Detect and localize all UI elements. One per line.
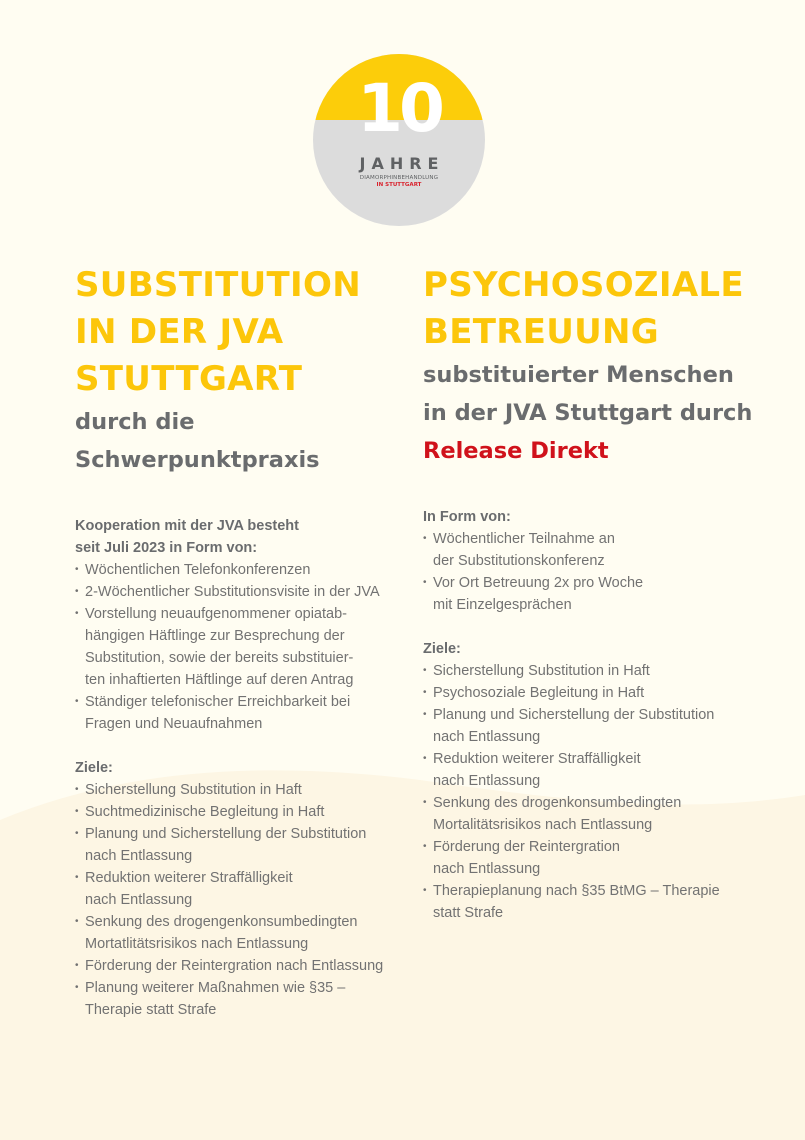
subtitle-line: substituierter Menschen	[423, 362, 734, 388]
right-goals-list	[423, 660, 763, 924]
title-line: BETREUUNG	[423, 312, 660, 352]
list-item: • Planung und Sicherstellung der Substitution nach Entlassung	[75, 823, 395, 867]
list-item: • Ständiger telefonischer Erreichbarkeit bei Fragen und Neuaufnahmen	[75, 691, 395, 735]
list-item: • Reduktion weiterer Straffälligkeit nach Entlassung	[423, 748, 763, 792]
list-item: • Therapieplanung nach §35 BtMG – Therapie statt Strafe	[423, 880, 763, 924]
list-item: • Senkung des drogenkonsumbedingten Mortalitätsrisikos nach Entlassung	[423, 792, 763, 836]
list-item: • 2-Wöchentlicher Substitutionsvisite in der JVA	[75, 581, 395, 603]
right-column	[423, 262, 763, 924]
list-item: • Sicherstellung Substitution in Haft	[75, 779, 395, 801]
left-form-list	[75, 559, 395, 735]
list-item: • Psychosoziale Begleitung in Haft	[423, 682, 763, 704]
left-column	[75, 262, 395, 1021]
lead-line: Kooperation mit der JVA besteht	[75, 518, 299, 534]
title-line: PSYCHOSOZIALE	[423, 265, 744, 305]
list-item: • Wöchentlichen Telefonkonferenzen	[75, 559, 395, 581]
list-item: • Vorstellung neuaufgenommener opiatab- hängigen Häftlinge zur Besprechung der Substitution, sowie der bereits substituier- ten inhaftierten Häftlinge auf deren Antrag	[75, 603, 395, 691]
list-item: • Senkung des drogengenkonsumbedingten Mortatlitätsrisikos nach Entlassung	[75, 911, 395, 955]
subtitle-line: Schwerpunktpraxis	[75, 447, 320, 473]
subtitle-line: in der JVA Stuttgart durch	[423, 400, 753, 426]
list-item: • Suchtmedizinische Begleitung in Haft	[75, 801, 395, 823]
left-form-block	[75, 515, 395, 1021]
logo-number: 10	[357, 70, 441, 147]
list-item: • Vor Ort Betreuung 2x pro Woche mit Einzelgesprächen	[423, 572, 763, 616]
right-title	[423, 262, 763, 356]
subtitle-line: durch die	[75, 409, 195, 435]
left-lead	[75, 515, 395, 559]
title-line: SUBSTITUTION	[75, 265, 361, 305]
logo-line2: IN STUTTGART	[376, 182, 422, 188]
list-item: • Planung und Sicherstellung der Substitution nach Entlassung	[423, 704, 763, 748]
lead-line: seit Juli 2023 in Form von:	[75, 540, 258, 556]
title-line: IN DER JVA	[75, 312, 284, 352]
list-item: • Förderung der Reintergration nach Entlassung	[75, 955, 395, 977]
left-subtitle	[75, 403, 395, 479]
logo-word: JAHRE	[359, 154, 445, 173]
logo-line1: DIAMORPHINBEHANDLUNG	[359, 175, 439, 181]
right-lead: In Form von:	[423, 509, 511, 525]
list-item: • Reduktion weiterer Straffälligkeit nach Entlassung	[75, 867, 395, 911]
left-goals-label: Ziele:	[75, 760, 113, 776]
right-goals-label: Ziele:	[423, 641, 461, 657]
left-title	[75, 262, 395, 403]
list-item: • Planung weiterer Maßnahmen wie §35 – Therapie statt Strafe	[75, 977, 395, 1021]
list-item: • Wöchentlicher Teilnahme an der Substitutionskonferenz	[423, 528, 763, 572]
organization-name: Release Direkt	[423, 438, 609, 464]
list-item: • Sicherstellung Substitution in Haft	[423, 660, 763, 682]
right-subtitle	[423, 356, 763, 470]
left-goals-list	[75, 779, 395, 1021]
list-item: • Förderung der Reintergration nach Entlassung	[423, 836, 763, 880]
right-form-block	[423, 506, 763, 924]
right-form-list	[423, 528, 763, 616]
title-line: STUTTGART	[75, 359, 303, 399]
anniversary-logo	[313, 54, 485, 226]
